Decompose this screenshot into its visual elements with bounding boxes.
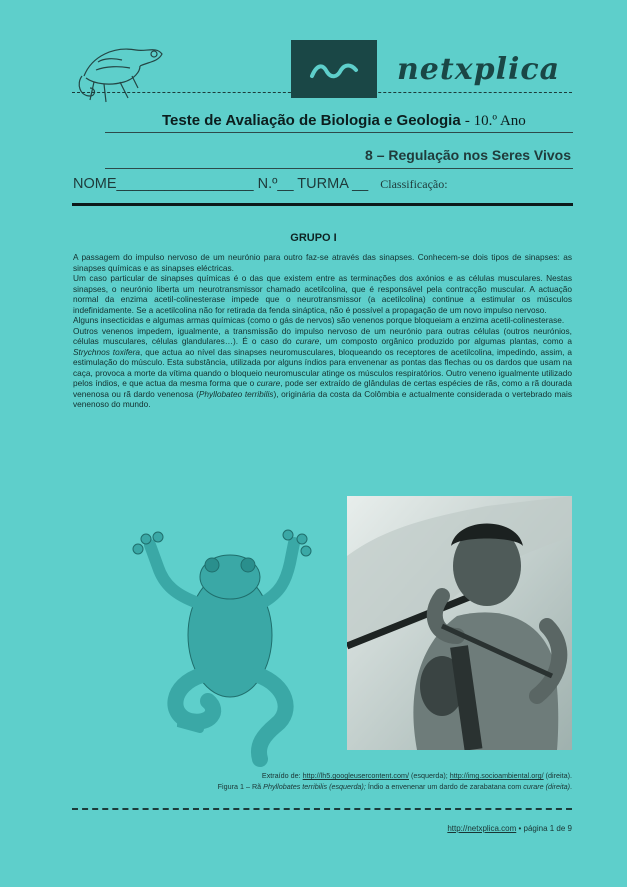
source-line	[72, 770, 572, 781]
p4-species: Strychnos toxifera	[73, 346, 141, 357]
paragraph-4	[73, 326, 572, 410]
test-title	[162, 112, 526, 130]
p4-text-3: , que actua ao nível das sinapses neuromusculares, bloqueando os receptores de acetilcolina, impedindo, assim, a estimulação do músculo. Esta substância, utilizada por alguns índios para envenenar as pontas das flechas ou os dardos que usam na caça, provoca a morte da vítima quando o bloqueio neuromuscular atinge os músculos respiratórios. Outro veneno igualmente utilizado pelos índios, e que actua da mesma forma que o	[73, 346, 573, 388]
footer-link[interactable]: http://netxplica.com	[447, 824, 517, 833]
caption-species: Phyllobates terribilis (esquerda);	[263, 782, 366, 791]
p4-text-4: , pode ser extraído de glândulas de certas espécies de rãs, como a rã dourada venenosa ou rã dardo venenosa (	[73, 378, 572, 399]
left-label: (esquerda);	[410, 771, 448, 780]
grade-label: - 10.º Ano	[464, 113, 526, 129]
paragraph-1: A passagem do impulso nervoso de um neurónio para outro faz-se através das sinapses. Conhecem-se dois tipos de sinapses: as sinapses químicas e as sinapses eléctricas.	[73, 252, 572, 273]
indian-photo	[347, 496, 572, 750]
caption-end: .	[570, 782, 572, 791]
unit-rule	[105, 168, 573, 169]
logo-wordmark: netxplica	[397, 52, 561, 87]
figure-caption	[72, 781, 572, 792]
wave-icon	[309, 60, 359, 80]
unit-title: 8 – Regulação nos Seres Vivos	[365, 147, 571, 163]
body-text	[73, 252, 572, 410]
source-link-left[interactable]: http://lh5.googleusercontent.com/	[302, 771, 409, 780]
test-title-text: Teste de Avaliação de Biologia e Geologia	[162, 112, 461, 129]
frog-image	[80, 515, 340, 775]
p4-frog-species: Phyllobateo terribilis	[198, 388, 274, 399]
figure-credit	[72, 770, 572, 792]
page-number: • página 1 de 9	[518, 824, 572, 833]
logo-badge	[291, 40, 377, 98]
title-rule	[105, 132, 573, 133]
paragraph-2: Um caso particular de sinapses químicas é o das que existem entre as terminações dos axónios e as células musculares. Nestas sinapses, o neurónio liberta um neurotransmissor chamado acetilcolina, que é responsável pela contracção muscular. A actuação normal da enzima acetil-colinesterase impede que o neurotransmissor (a acetilcolina) continue a estimular os músculos indefinidamente. Se a acetilcolina não for retirada da fenda sináptica, não é possível a propagação de um novo impulso nervoso.	[73, 273, 572, 315]
p4-text-1: Outros venenos impedem, igualmente, a transmissão do impulso nervoso de um neurónio para outras células (outros neurónios, células musculares, células glandulares…). É o caso do	[73, 325, 572, 346]
extracted-label: Extraído de:	[261, 771, 301, 780]
name-number-class-fields: NOME_________________ N.º__ TURMA __	[73, 176, 369, 192]
p4-text-5: ), originária da costa da Colômbia e actualmente considerada o vertebrado mais venenoso do mundo.	[73, 388, 573, 409]
chameleon-illustration	[74, 36, 166, 110]
caption-curare: curare (direita)	[523, 782, 570, 791]
caption-mid: Índio a envenenar um dardo de zarabatana com	[365, 782, 524, 791]
student-info-row	[73, 176, 448, 192]
footer-dotted-line	[72, 808, 572, 810]
p4-text-2: , um composto orgânico produzido por algumas plantas, como a	[319, 336, 572, 346]
caption-prefix: Figura 1 – Rã	[217, 782, 264, 791]
source-link-right[interactable]: http://img.socioambiental.org/	[449, 771, 544, 780]
classification-label: Classificação:	[380, 177, 448, 191]
header-thick-rule	[72, 203, 573, 206]
paragraph-3: Alguns insecticidas e algumas armas químicas (como o gás de nervos) são venenos porque bloqueiam a enzima acetil-colinesterase.	[73, 315, 565, 325]
footer	[447, 824, 572, 833]
p4-curare: curare	[295, 336, 320, 346]
group-title: GRUPO I	[290, 232, 337, 244]
p4-curare-2: curare	[256, 378, 281, 388]
indian-photo-illustration	[347, 496, 572, 750]
right-label: (direita).	[545, 771, 572, 780]
